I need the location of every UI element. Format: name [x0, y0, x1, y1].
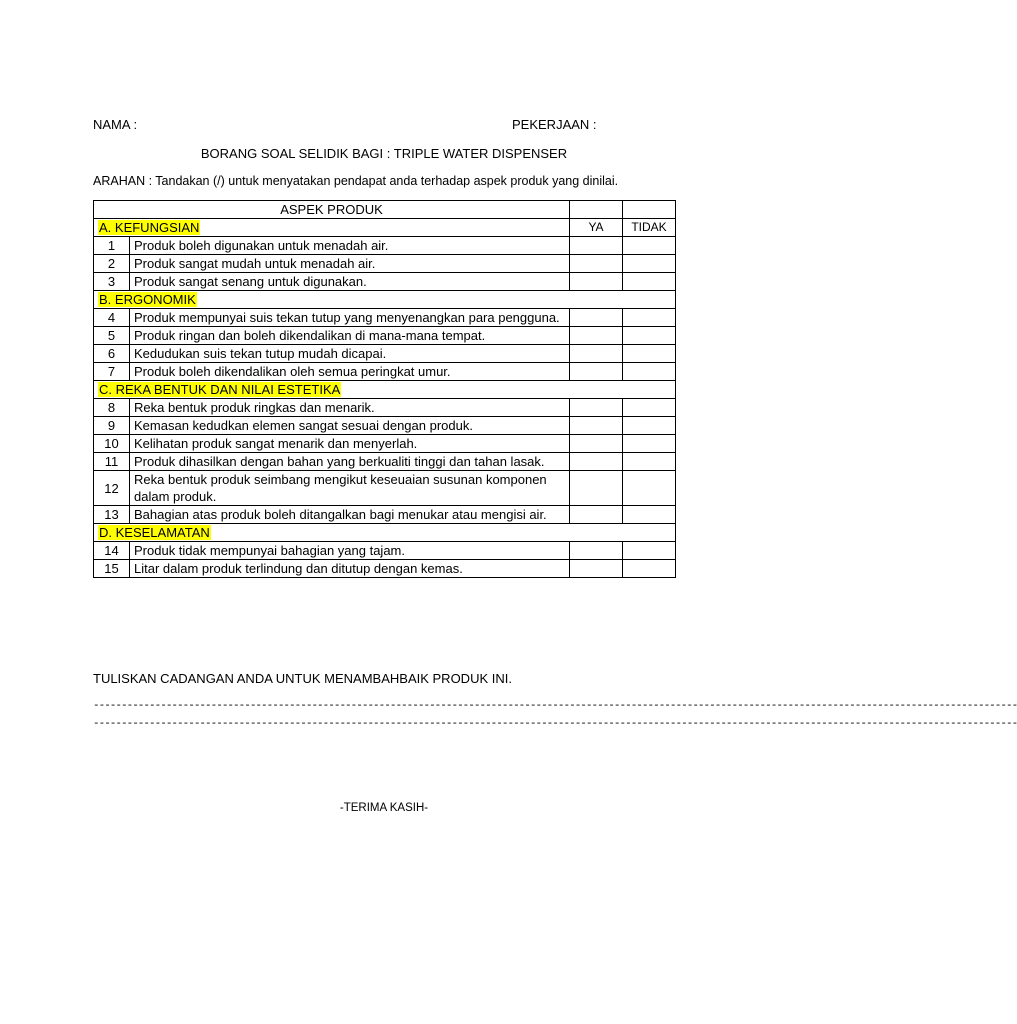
item-statement: Produk boleh dikendalikan oleh semua peringkat umur.	[130, 363, 570, 381]
item-number: 15	[94, 560, 130, 578]
ya-checkbox-cell[interactable]	[570, 417, 623, 435]
ya-header: YA	[570, 219, 623, 237]
form-title: BORANG SOAL SELIDIK BAGI : TRIPLE WATER DISPENSER	[200, 146, 568, 161]
tidak-checkbox-cell[interactable]	[623, 542, 676, 560]
item-number: 2	[94, 255, 130, 273]
tidak-checkbox-cell[interactable]	[623, 453, 676, 471]
item-number: 3	[94, 273, 130, 291]
item-statement: Bahagian atas produk boleh ditangalkan bagi menukar atau mengisi air.	[130, 506, 570, 524]
pekerjaan-label: PEKERJAAN :	[512, 117, 597, 132]
table-row	[94, 309, 676, 327]
ya-checkbox-cell[interactable]	[570, 309, 623, 327]
section-row	[94, 381, 676, 399]
table-row	[94, 560, 676, 578]
tidak-checkbox-cell[interactable]	[623, 255, 676, 273]
table-row	[94, 453, 676, 471]
item-number: 1	[94, 237, 130, 255]
table-row	[94, 506, 676, 524]
section-title: B. ERGONOMIK	[99, 292, 196, 307]
table-row	[94, 363, 676, 381]
ya-checkbox-cell[interactable]	[570, 542, 623, 560]
section-row	[94, 524, 676, 542]
tidak-checkbox-cell[interactable]	[623, 273, 676, 291]
ya-checkbox-cell[interactable]	[570, 273, 623, 291]
table-row	[94, 435, 676, 453]
item-number: 4	[94, 309, 130, 327]
item-number: 14	[94, 542, 130, 560]
table-row	[94, 417, 676, 435]
tidak-checkbox-cell[interactable]	[623, 327, 676, 345]
suggestion-line-1[interactable]: ---------------------------------------------------------------------------------------------------------------------------------------------------------------------	[93, 700, 1017, 712]
ya-checkbox-cell[interactable]	[570, 327, 623, 345]
ya-checkbox-cell[interactable]	[570, 399, 623, 417]
item-statement: Produk sangat mudah untuk menadah air.	[130, 255, 570, 273]
item-statement: Produk boleh digunakan untuk menadah air.	[130, 237, 570, 255]
aspek-produk-header: ASPEK PRODUK	[94, 201, 570, 219]
section-title-cell	[94, 381, 676, 399]
item-statement: Reka bentuk produk seimbang mengikut keseuaian susunan komponen dalam produk.	[130, 471, 570, 506]
section-title: C. REKA BENTUK DAN NILAI ESTETIKA	[99, 382, 341, 397]
tidak-header: TIDAK	[623, 219, 676, 237]
table-row	[94, 255, 676, 273]
ya-checkbox-cell[interactable]	[570, 435, 623, 453]
nama-label: NAMA :	[93, 117, 138, 132]
survey-table	[93, 200, 676, 578]
section-title-cell	[94, 524, 676, 542]
table-header-row	[94, 201, 676, 219]
ya-checkbox-cell[interactable]	[570, 471, 623, 506]
item-statement: Kedudukan suis tekan tutup mudah dicapai.	[130, 345, 570, 363]
suggestion-line-2[interactable]: ---------------------------------------------------------------------------------------------------------------------------------------------------------------------	[93, 718, 1017, 730]
item-statement: Produk tidak mempunyai bahagian yang tajam.	[130, 542, 570, 560]
table-row	[94, 542, 676, 560]
item-statement: Produk sangat senang untuk digunakan.	[130, 273, 570, 291]
ya-checkbox-cell[interactable]	[570, 345, 623, 363]
tidak-checkbox-cell[interactable]	[623, 345, 676, 363]
ya-header-cell-top	[570, 201, 623, 219]
table-row	[94, 327, 676, 345]
item-number: 7	[94, 363, 130, 381]
item-number: 11	[94, 453, 130, 471]
ya-checkbox-cell[interactable]	[570, 255, 623, 273]
tidak-checkbox-cell[interactable]	[623, 435, 676, 453]
table-row	[94, 471, 676, 506]
item-statement: Reka bentuk produk ringkas dan menarik.	[130, 399, 570, 417]
item-statement: Kemasan kedudkan elemen sangat sesuai dengan produk.	[130, 417, 570, 435]
item-number: 13	[94, 506, 130, 524]
section-title-cell	[94, 219, 570, 237]
ya-checkbox-cell[interactable]	[570, 363, 623, 381]
tidak-header-cell-top	[623, 201, 676, 219]
tidak-checkbox-cell[interactable]	[623, 363, 676, 381]
section-title: D. KESELAMATAN	[99, 525, 210, 540]
item-statement: Produk dihasilkan dengan bahan yang berkualiti tinggi dan tahan lasak.	[130, 453, 570, 471]
table-row	[94, 345, 676, 363]
table-row	[94, 273, 676, 291]
item-number: 5	[94, 327, 130, 345]
item-number: 6	[94, 345, 130, 363]
item-number: 9	[94, 417, 130, 435]
tidak-checkbox-cell[interactable]	[623, 506, 676, 524]
table-row	[94, 399, 676, 417]
item-number: 12	[94, 471, 130, 506]
tidak-checkbox-cell[interactable]	[623, 560, 676, 578]
ya-checkbox-cell[interactable]	[570, 506, 623, 524]
suggestion-label: TULISKAN CADANGAN ANDA UNTUK MENAMBAHBAIK PRODUK INI.	[93, 671, 512, 686]
tidak-checkbox-cell[interactable]	[623, 417, 676, 435]
table-row	[94, 237, 676, 255]
section-row	[94, 291, 676, 309]
item-statement: Produk mempunyai suis tekan tutup yang menyenangkan para pengguna.	[130, 309, 570, 327]
section-row	[94, 219, 676, 237]
item-number: 8	[94, 399, 130, 417]
survey-table-body	[94, 201, 676, 578]
tidak-checkbox-cell[interactable]	[623, 471, 676, 506]
ya-checkbox-cell[interactable]	[570, 560, 623, 578]
thanks-text: -TERIMA KASIH-	[339, 802, 429, 814]
ya-checkbox-cell[interactable]	[570, 453, 623, 471]
tidak-checkbox-cell[interactable]	[623, 399, 676, 417]
tidak-checkbox-cell[interactable]	[623, 309, 676, 327]
item-number: 10	[94, 435, 130, 453]
instruction-text: ARAHAN : Tandakan (/) untuk menyatakan pendapat anda terhadap aspek produk yang dinilai.	[93, 174, 619, 188]
item-statement: Litar dalam produk terlindung dan ditutup dengan kemas.	[130, 560, 570, 578]
item-statement: Kelihatan produk sangat menarik dan menyerlah.	[130, 435, 570, 453]
section-title-cell	[94, 291, 676, 309]
tidak-checkbox-cell[interactable]	[623, 237, 676, 255]
ya-checkbox-cell[interactable]	[570, 237, 623, 255]
item-statement: Produk ringan dan boleh dikendalikan di mana-mana tempat.	[130, 327, 570, 345]
section-title: A. KEFUNGSIAN	[99, 220, 200, 235]
